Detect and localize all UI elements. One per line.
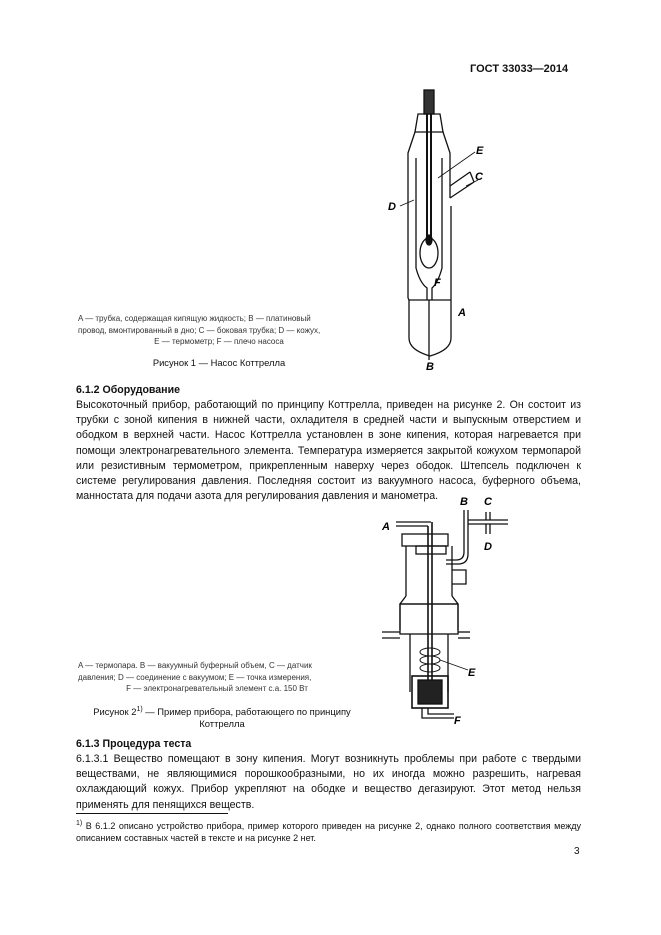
figure-2-legend	[78, 660, 356, 695]
fig1-label-b: B	[426, 361, 434, 373]
section-6-1-2-text: Высокоточный прибор, работающий по принципу Коттрелла, приведен на рисунке 2. Он состоит из трубки с зоной кипения в нижней части, охладителя в средней части и выпускным отверстием и ободком в верхней части. Насос Коттрелла установлен в зоне кипения, которая нагревается при помощи электронагревательного элемента. Температура измеряется закрытой кожухом термопарой или резистивным термометром, прикрепленным наверху через ободок. Штепсель подключен к системе регулирования давления. Последняя состоит из вакуумного насоса, буферного объема, манностата для подачи азота для регулирования давления и манометра.	[76, 399, 581, 503]
figure-1-drawing	[370, 88, 500, 373]
fig2-legend-line: давления; D — соединение с вакуумом; E — точка измерения,	[78, 672, 312, 682]
fig2-caption-footnote-marker: 1)	[136, 706, 143, 713]
figure-1-legend	[78, 313, 360, 348]
figure-2-caption	[78, 704, 366, 730]
fig2-label-b: B	[460, 496, 468, 508]
fig2-caption-rest: — Пример прибора, работающего по принципу	[142, 706, 351, 718]
footnote-divider	[76, 813, 228, 814]
footnote-text: В 6.1.2 описано устройство прибора, пример которого приведен на рисунке 2, однако полного соответствия между описанием составных частей в тексте и на рисунке 2 нет.	[76, 821, 581, 843]
footnote-marker: 1)	[76, 820, 83, 827]
fig1-label-f: F	[434, 277, 441, 289]
fig1-label-c: C	[475, 171, 483, 183]
document-header: ГОСТ 33033—2014	[470, 63, 569, 75]
fig2-label-a: A	[382, 521, 390, 533]
section-6-1-2-heading: 6.1.2 Оборудование	[76, 384, 180, 396]
fig1-legend-line: A — трубка, содержащая кипящую жидкость; B — платиновый	[78, 314, 311, 323]
fig2-legend-line: A — термопара. B — вакуумный буферный объем, C — датчик	[78, 661, 312, 670]
fig1-label-a: A	[458, 307, 466, 319]
footnote	[76, 818, 581, 844]
fig2-caption-prefix: Рисунок 2	[93, 706, 137, 718]
figure-1-caption: Рисунок 1 — Насос Коттрелла	[152, 357, 286, 368]
section-6-1-3-heading: 6.1.3 Процедура теста	[76, 738, 192, 750]
section-6-1-3-text: 6.1.3.1 Вещество помещают в зону кипения. Могут возникнуть проблемы при работе с твердыми веществами, не являющимися порошкообразными, но их иногда можно разрешить, нагревая охлаждающий кожух. Прибор укрепляют на ободке и вещество дегазируют. Этот метод нельзя применять для пенящихся веществ.	[76, 753, 581, 811]
fig2-caption-line2: Коттрелла	[199, 718, 245, 730]
fig1-label-d: D	[388, 201, 396, 213]
fig1-label-e: E	[476, 145, 484, 157]
page-number: 3	[574, 846, 580, 857]
fig2-label-e: E	[468, 667, 476, 679]
fig1-legend-line: провод, вмонтированный в дно; C — боковая трубка; D — кожух,	[78, 325, 321, 335]
fig2-legend-line: F — электронагревательный элемент с.а. 150 Вт	[126, 684, 308, 693]
fig2-label-d: D	[484, 541, 492, 553]
figure-2-drawing	[376, 492, 516, 728]
fig2-label-f: F	[454, 715, 461, 727]
fig2-label-c: C	[484, 496, 492, 508]
fig1-legend-line: E — термометр; F — плечо насоса	[154, 337, 284, 346]
